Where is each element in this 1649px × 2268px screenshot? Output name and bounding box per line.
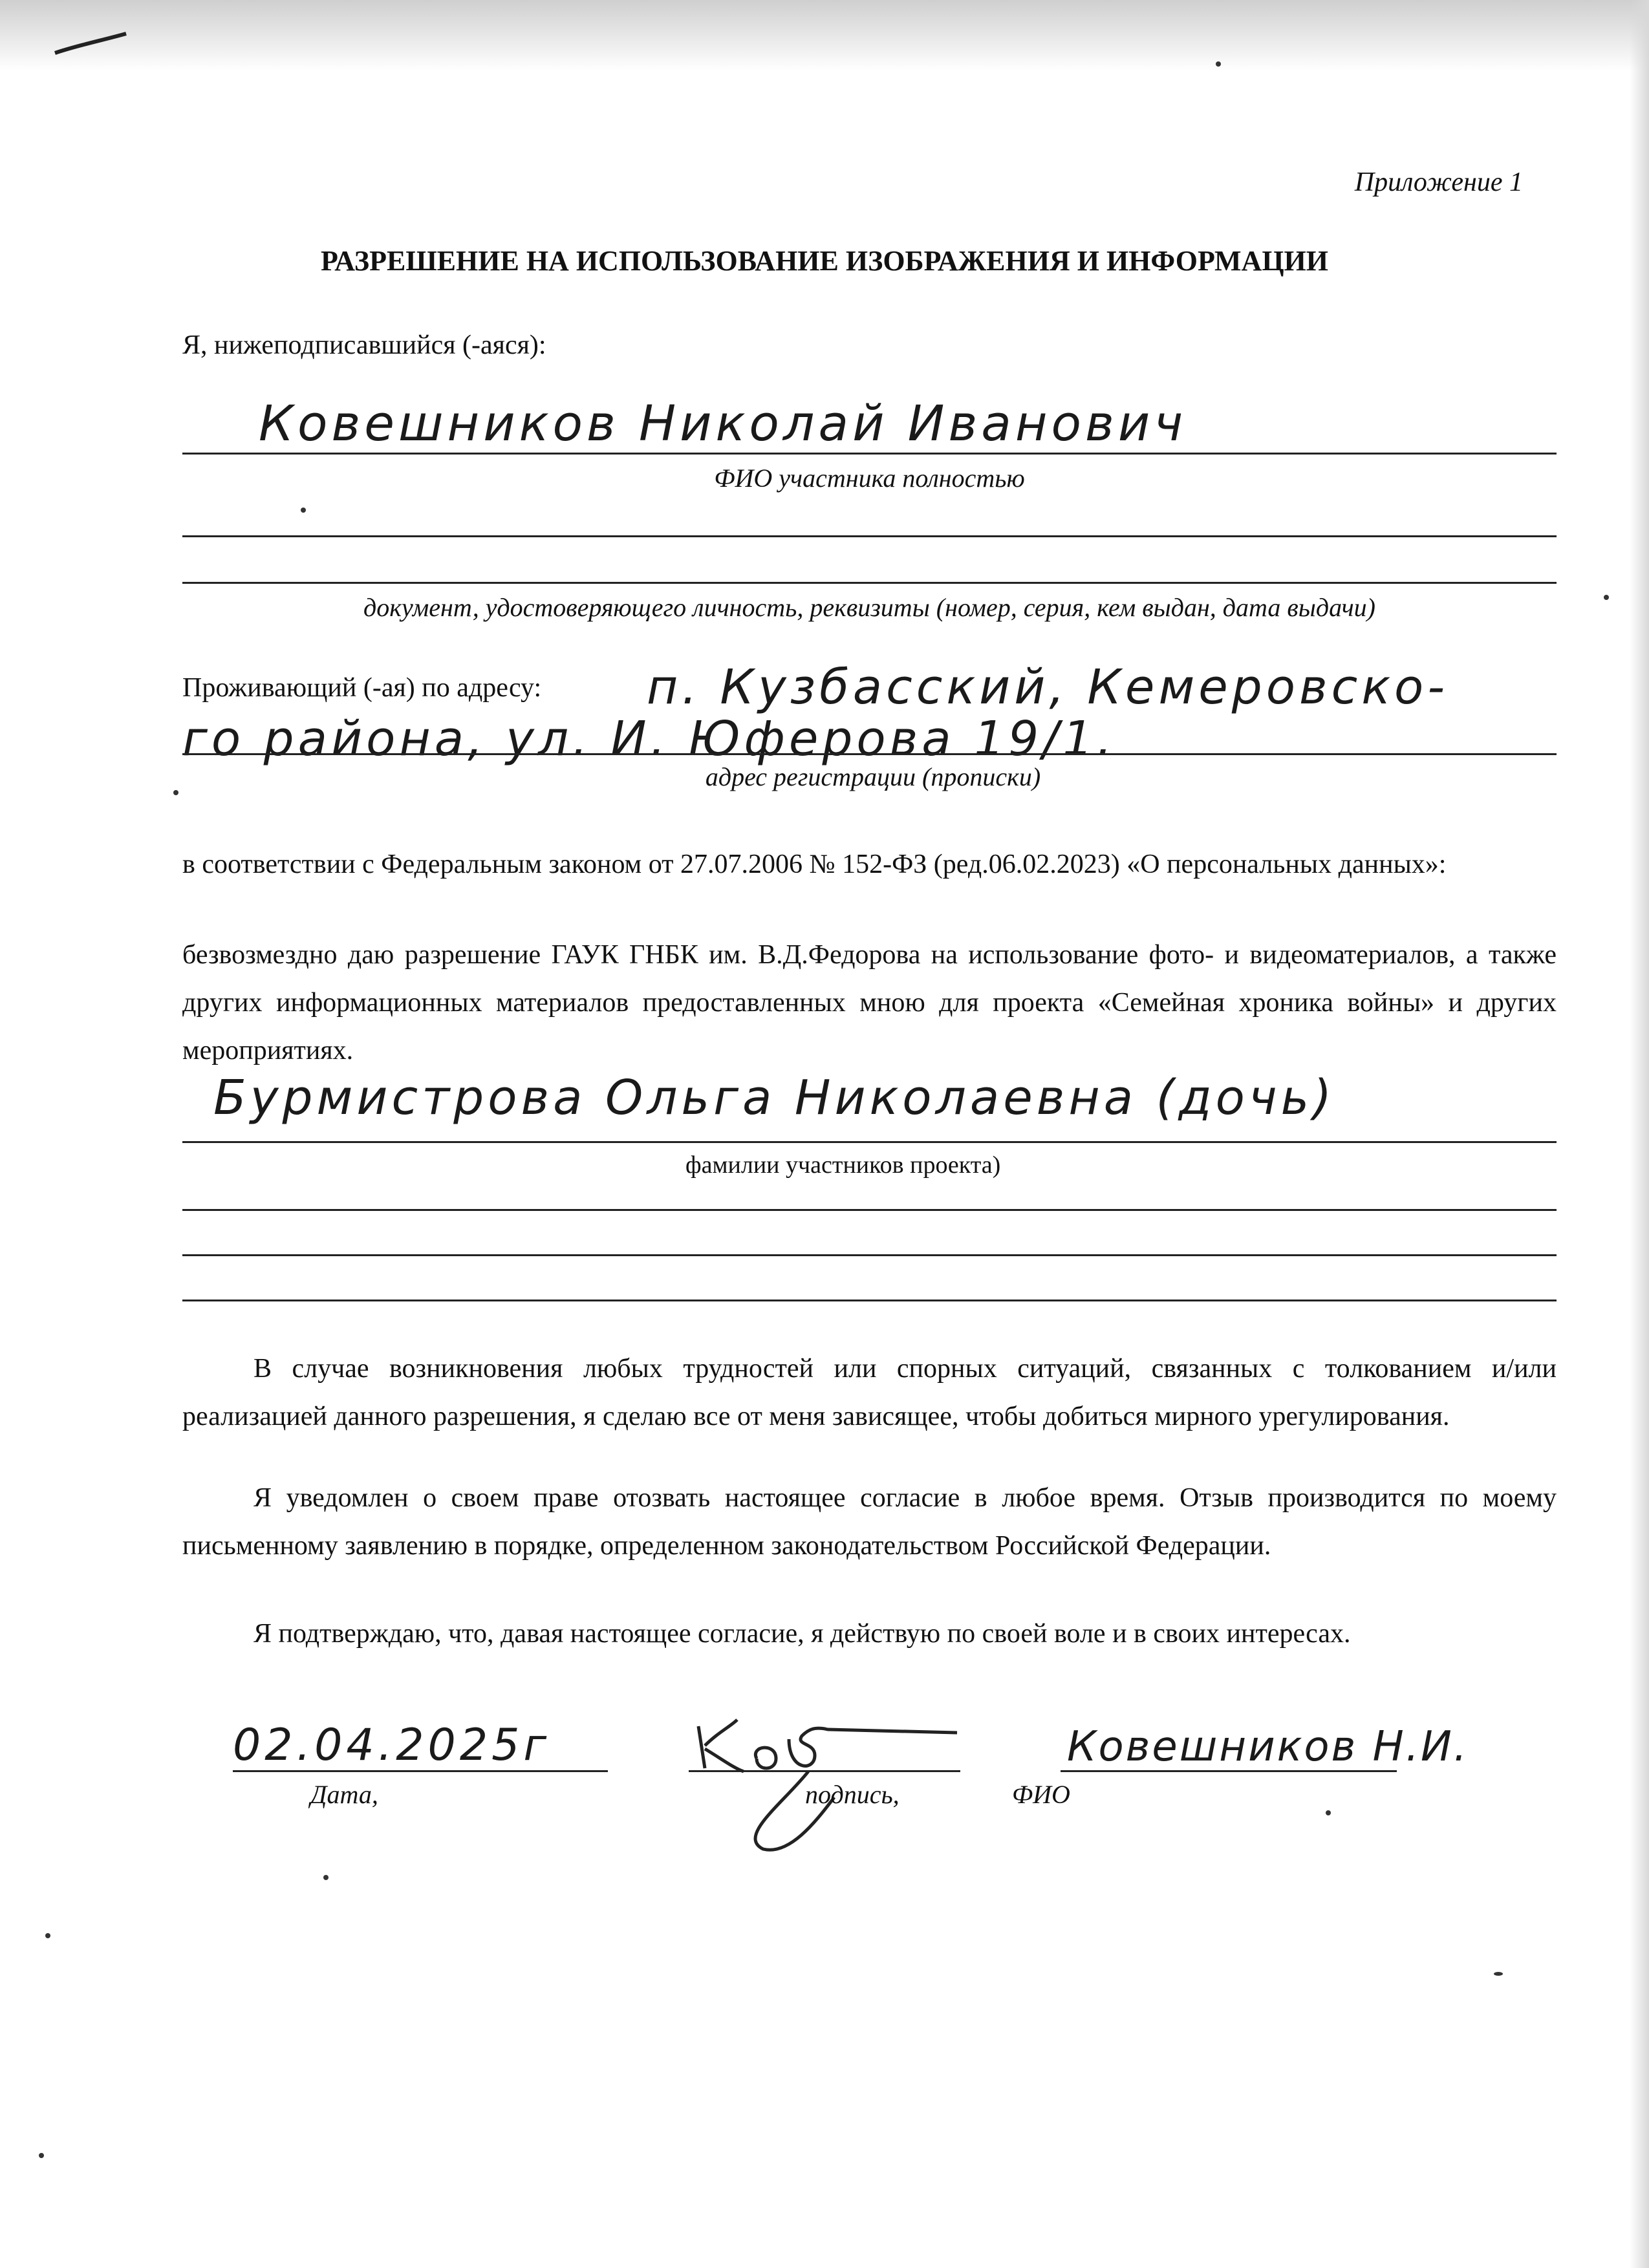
date-caption: Дата, xyxy=(310,1780,378,1809)
appendix-label: Приложение 1 xyxy=(1354,167,1523,197)
scan-speck xyxy=(39,2153,44,2158)
scan-speck xyxy=(323,1875,329,1880)
signature-caption: подпись, xyxy=(805,1780,900,1809)
date-handwritten: 02.04.2025г xyxy=(233,1720,551,1771)
scan-speck xyxy=(1216,61,1221,67)
project-participants-caption: фамилии участников проекта) xyxy=(685,1151,1001,1179)
scan-speck xyxy=(1604,595,1609,600)
address-label: Проживающий (-ая) по адресу: xyxy=(182,673,542,703)
participant-name-handwritten: Ковешников Николай Иванович xyxy=(259,394,1187,452)
participants-line-3 xyxy=(182,1254,1557,1256)
participants-line-4 xyxy=(182,1300,1557,1301)
scan-speck xyxy=(1494,1972,1503,1976)
scan-right-edge xyxy=(1630,0,1649,2268)
document-line-2 xyxy=(182,582,1557,584)
permission-text: безвозмездно даю разрешение ГАУК ГНБК им. В.Д.Федорова на использование фото- и видеоматериалов, а также других информационных материалов предоставленных мною для проекта «Семейная хроника войны» и других мероприятиях. xyxy=(182,940,1557,1065)
signature-line xyxy=(689,1770,960,1772)
legal-text: в соответствии с Федеральным законом от 27.07.2006 № 152-ФЗ (ред.06.02.2023) «О персональных данных»: xyxy=(182,850,1447,879)
pen-stroke-mark xyxy=(52,26,129,65)
project-participants-handwritten: Бурмистрова Ольга Николаевна (дочь) xyxy=(213,1070,1336,1126)
participants-line-2 xyxy=(182,1209,1557,1211)
address-caption: адрес регистрации (прописки) xyxy=(705,762,1041,791)
fio-line xyxy=(1061,1770,1397,1772)
scan-speck xyxy=(173,790,178,795)
participant-name-line xyxy=(182,453,1557,455)
date-line xyxy=(233,1770,608,1772)
disputes-clause: В случае возникновения любых трудностей или спорных ситуаций, связанных с толкованием и/или реализацией данного разрешения, я сделаю все от меня зависящее, чтобы добиться мирного урегулирования. xyxy=(182,1354,1557,1431)
fio-caption: ФИО xyxy=(1012,1780,1070,1809)
scan-speck xyxy=(45,1933,50,1938)
intro-text: Я, нижеподписавшийся (-аяся): xyxy=(182,330,546,360)
revoke-clause: Я уведомлен о своем праве отозвать настоящее согласие в любое время. Отзыв производится по моему письменному заявлению в порядке, определенном законодательством Российской Федерации. xyxy=(182,1483,1557,1561)
document-caption: документ, удостоверяющего личность, реквизиты (номер, серия, кем выдан, дата выдачи) xyxy=(363,593,1375,622)
project-participants-line xyxy=(182,1141,1557,1143)
scan-top-shadow xyxy=(0,0,1649,71)
scan-speck xyxy=(1326,1810,1331,1815)
scan-speck xyxy=(301,508,306,513)
document-line-1 xyxy=(182,535,1557,537)
address-line xyxy=(182,753,1557,755)
confirm-clause: Я подтверждаю, что, давая настоящее согласие, я действую по своей воле и в своих интересах. xyxy=(253,1619,1351,1649)
address-line2-handwritten: го района, ул. И. Юферова 19/1. xyxy=(182,711,1116,767)
document-title: РАЗРЕШЕНИЕ НА ИСПОЛЬЗОВАНИЕ ИЗОБРАЖЕНИЯ И ИНФОРМАЦИИ xyxy=(320,245,1328,277)
participant-name-caption: ФИО участника полностью xyxy=(714,464,1025,493)
fio-handwritten: Ковешников Н.И. xyxy=(1067,1723,1469,1771)
address-line1-handwritten: п. Кузбасский, Кемеровско- xyxy=(647,659,1449,715)
